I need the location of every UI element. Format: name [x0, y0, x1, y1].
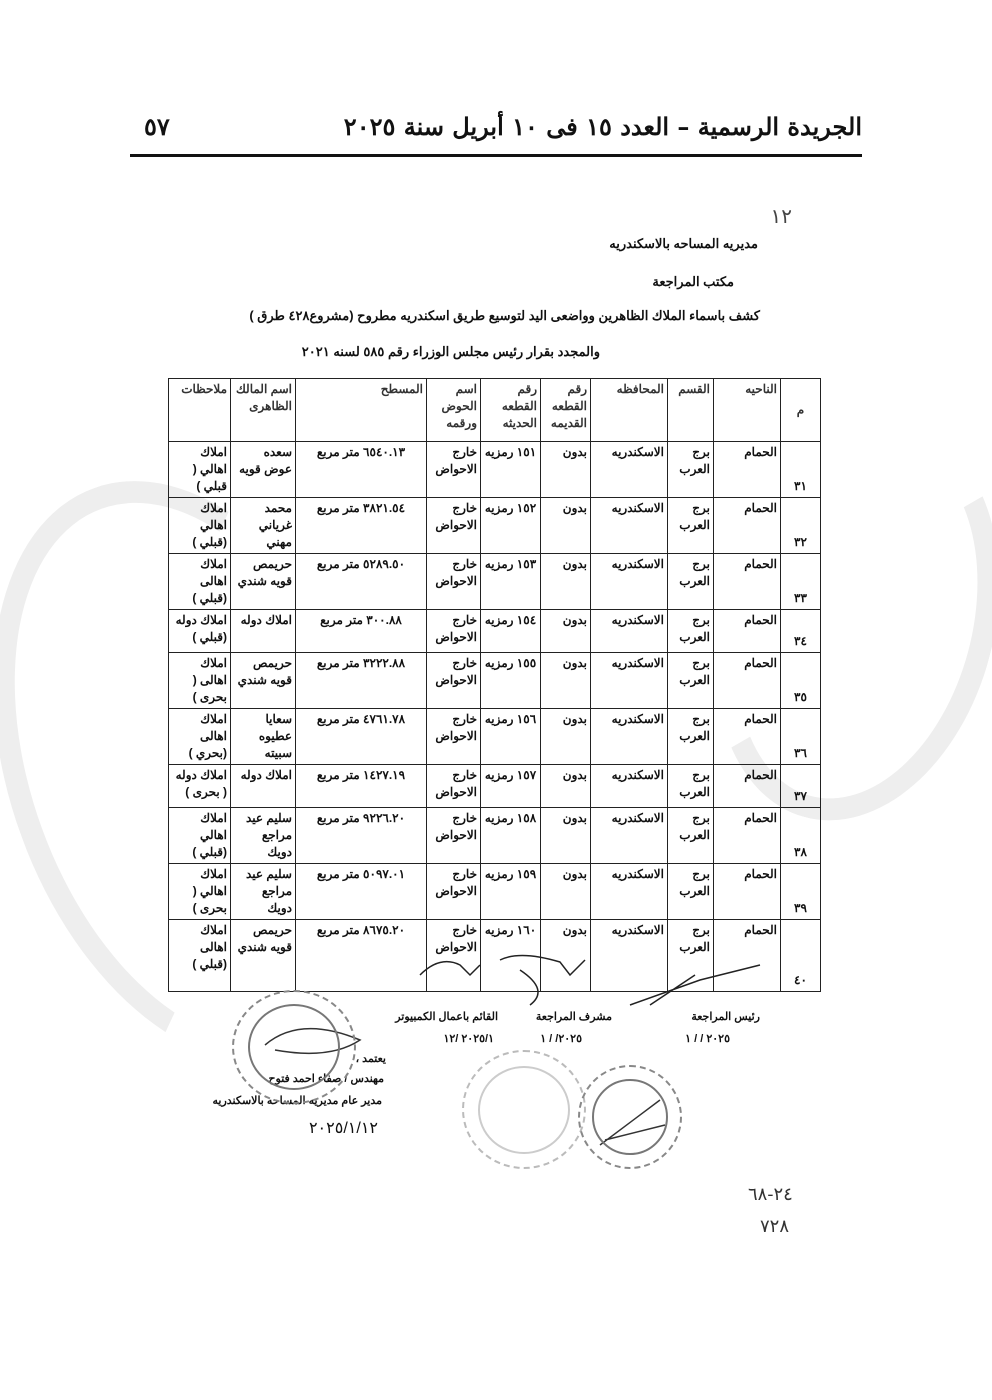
owner-cell: سعايا عطيوه سبيته — [231, 709, 296, 765]
owner-cell: املاك دوله — [231, 765, 296, 808]
governorate-cell: الاسكندريه — [591, 498, 668, 554]
nahia-cell: الحمام — [714, 653, 781, 709]
general-manager-title: مدير عام مديريه المساحه بالاسكندريه — [212, 1095, 382, 1107]
area-cell: ٣٠٠.٨٨ متر مربع — [296, 610, 427, 653]
signature-mark — [630, 965, 760, 1005]
header-index: م — [781, 379, 821, 442]
basin-cell: خارج الاحواض — [427, 554, 481, 610]
computer-operator-date: ٢٠٢٥/١ /١٢ — [443, 1033, 494, 1045]
qism-cell: برج العرب — [668, 709, 714, 765]
engineer-name: مهندس / صفاء احمد فتوح — [268, 1073, 384, 1085]
header-notes: ملاحظات — [169, 379, 231, 442]
corner-mark: ١٢ — [770, 204, 792, 228]
governorate-cell: الاسكندريه — [591, 653, 668, 709]
notes-cell: املاك اهالي (قبلي ) — [169, 498, 231, 554]
signature-mark — [420, 962, 480, 975]
row-index: ٣٧ — [781, 765, 821, 808]
governorate-cell: الاسكندريه — [591, 765, 668, 808]
nahia-cell: الحمام — [714, 864, 781, 920]
row-index: ٣٨ — [781, 808, 821, 864]
qism-cell: برج العرب — [668, 554, 714, 610]
basin-cell: خارج الاحواض — [427, 864, 481, 920]
governorate-cell: الاسكندريه — [591, 610, 668, 653]
new-plot-cell: ١٥٨ رمزيه — [481, 808, 541, 864]
row-index: ٣٢ — [781, 498, 821, 554]
nahia-cell: الحمام — [714, 554, 781, 610]
new-plot-cell: ١٥٢ رمزيه — [481, 498, 541, 554]
basin-cell: خارج الاحواض — [427, 653, 481, 709]
row-index: ٣٦ — [781, 709, 821, 765]
area-cell: ٨٦٧٥.٢٠ متر مربع — [296, 920, 427, 992]
qism-cell: برج العرب — [668, 808, 714, 864]
governorate-cell: الاسكندريه — [591, 864, 668, 920]
owner-cell: سعده عوض قويه — [231, 442, 296, 498]
old-plot-cell: بدون — [541, 808, 591, 864]
new-plot-cell: ١٥٦ رمزيه — [481, 709, 541, 765]
new-plot-cell: ١٥٤ رمزيه — [481, 610, 541, 653]
nahia-cell: الحمام — [714, 442, 781, 498]
notes-cell: املاك اهالي ( بحرى ) — [169, 864, 231, 920]
new-plot-cell: ١٥٧ رمزيه — [481, 765, 541, 808]
owner-cell: سليم عيد مراجع دويك — [231, 808, 296, 864]
owner-cell: املاك دوله — [231, 610, 296, 653]
nahia-cell: الحمام — [714, 765, 781, 808]
notes-cell: املاك اهالي ( قبلي ) — [169, 442, 231, 498]
area-cell: ٣٢٢٢.٨٨ متر مربع — [296, 653, 427, 709]
header-basin: اسم الحوض ورقمه — [427, 379, 481, 442]
new-plot-cell: ١٥١ رمزيه — [481, 442, 541, 498]
new-plot-cell: ١٦٠ رمزيه — [481, 920, 541, 992]
notes-cell: املاك اهالي (قبلي ) — [169, 808, 231, 864]
nahia-cell: الحمام — [714, 808, 781, 864]
header-qism: القسم — [668, 379, 714, 442]
eagle-seal-stamp — [462, 1050, 586, 1169]
old-plot-cell: بدون — [541, 554, 591, 610]
row-index: ٣٤ — [781, 610, 821, 653]
owner-cell: حريمص قويه شندي — [231, 653, 296, 709]
notes-cell: املاك اهالى ( بحرى ) — [169, 653, 231, 709]
governorate-cell: الاسكندريه — [591, 554, 668, 610]
governorate-cell: الاسكندريه — [591, 709, 668, 765]
old-plot-cell: بدون — [541, 765, 591, 808]
review-supervisor-label: مشرف المراجعة — [535, 1011, 612, 1023]
header-nahia: الناحيه — [714, 379, 781, 442]
approved-label: يعتمد ، — [355, 1053, 386, 1065]
old-plot-cell: بدون — [541, 653, 591, 709]
notes-cell: املاك دوله ( بحرى ) — [169, 765, 231, 808]
subject-line-2: والمجدد بقرار رئيس مجلس الوزراء رقم ٥٨٥ لسنه ٢٠٢١ — [301, 344, 600, 359]
basin-cell: خارج الاحواض — [427, 709, 481, 765]
basin-cell: خارج الاحواض — [427, 442, 481, 498]
old-plot-cell: بدون — [541, 442, 591, 498]
basin-cell: خارج الاحواض — [427, 808, 481, 864]
basin-cell: خارج الاحواض — [427, 610, 481, 653]
new-plot-cell: ١٥٥ رمزيه — [481, 653, 541, 709]
qism-cell: برج العرب — [668, 498, 714, 554]
area-cell: ٩٢٢٦.٢٠ متر مربع — [296, 808, 427, 864]
nahia-cell: الحمام — [714, 920, 781, 992]
computer-operator-label: القائم باعمال الكمبيوتر — [395, 1011, 498, 1023]
owner-cell: سليم عيد مراجع دويك — [231, 864, 296, 920]
basin-cell: خارج الاحواض — [427, 920, 481, 992]
qism-cell: برج العرب — [668, 864, 714, 920]
review-supervisor-date: ٢٠٢٥/ / ١ — [540, 1033, 582, 1045]
review-head-date: ٢٠٢٥ / / ١ — [685, 1033, 730, 1045]
owner-cell: حريمص قويه شندي — [231, 920, 296, 992]
old-plot-cell: بدون — [541, 498, 591, 554]
area-cell: ٤٧٦١.٧٨ متر مربع — [296, 709, 427, 765]
directorate-name: مديريه المساحه بالاسكندريه — [609, 236, 758, 251]
approval-date: ٢٠٢٥/١/١٢ — [308, 1120, 378, 1137]
subject-line-1: كشف باسماء الملاك الظاهرين وواضعى اليد لتوسيع طريق اسكندريه مطروح (مشروع٤٢٨ طرق ) — [249, 308, 760, 323]
qism-cell: برج العرب — [668, 610, 714, 653]
qism-cell: برج العرب — [668, 442, 714, 498]
header-owner: اسم المالك الظاهرى — [231, 379, 296, 442]
notes-cell: املاك اهالى (قبلي ) — [169, 920, 231, 992]
nahia-cell: الحمام — [714, 709, 781, 765]
area-cell: ٦٥٤٠.١٣ متر مربع — [296, 442, 427, 498]
new-plot-cell: ١٥٣ رمزيه — [481, 554, 541, 610]
notes-cell: املاك اهالى (قبلي ) — [169, 554, 231, 610]
row-index: ٣٥ — [781, 653, 821, 709]
qism-cell: برج العرب — [668, 920, 714, 992]
old-plot-cell: بدون — [541, 610, 591, 653]
header-new-plot: رقم القطعه الحديثه — [481, 379, 541, 442]
nahia-cell: الحمام — [714, 610, 781, 653]
area-cell: ١٤٢٧.١٩ متر مربع — [296, 765, 427, 808]
basin-cell: خارج الاحواض — [427, 765, 481, 808]
area-cell: ٣٨٢١.٥٤ متر مربع — [296, 498, 427, 554]
header-old-plot: رقم القطعه القديمه — [541, 379, 591, 442]
office-name: مكتب المراجعة — [652, 274, 734, 289]
official-stamp — [232, 990, 356, 1104]
review-head-label: رئيس المراجعة — [691, 1011, 760, 1023]
notes-cell: املاك اهالى (بحري ) — [169, 709, 231, 765]
notes-cell: املاك دوله (قبلي ) — [169, 610, 231, 653]
handwritten-reference: ٢٤-٦٨ — [748, 1184, 793, 1205]
old-plot-cell: بدون — [541, 920, 591, 992]
signature-mark — [500, 955, 585, 1005]
page-number: ٥٧ — [144, 112, 170, 141]
owner-cell: محمد غرياني مهني — [231, 498, 296, 554]
nahia-cell: الحمام — [714, 498, 781, 554]
basin-cell: خارج الاحواض — [427, 498, 481, 554]
row-index: ٣٣ — [781, 554, 821, 610]
governorate-cell: الاسكندريه — [591, 442, 668, 498]
row-index: ٣١ — [781, 442, 821, 498]
header-area: المسطح — [296, 379, 427, 442]
governorate-cell: الاسكندريه — [591, 920, 668, 992]
old-plot-cell: بدون — [541, 709, 591, 765]
area-cell: ٥٢٨٩.٥٠ متر مربع — [296, 554, 427, 610]
new-plot-cell: ١٥٩ رمزيه — [481, 864, 541, 920]
handwritten-reference: ٧٢٨ — [760, 1216, 790, 1237]
qism-cell: برج العرب — [668, 653, 714, 709]
area-cell: ٥٠٩٧.٠١ متر مربع — [296, 864, 427, 920]
old-plot-cell: بدون — [541, 864, 591, 920]
qism-cell: برج العرب — [668, 765, 714, 808]
official-stamp — [578, 1065, 682, 1169]
row-index: ٣٩ — [781, 864, 821, 920]
owner-cell: حريمص قويه شندي — [231, 554, 296, 610]
gazette-title: الجريدة الرسمية – العدد ١٥ فى ١٠ أبريل سنة ٢٠٢٥ — [343, 112, 862, 141]
row-index: ٤٠ — [781, 920, 821, 992]
header-governorate: المحافظه — [591, 379, 668, 442]
governorate-cell: الاسكندريه — [591, 808, 668, 864]
